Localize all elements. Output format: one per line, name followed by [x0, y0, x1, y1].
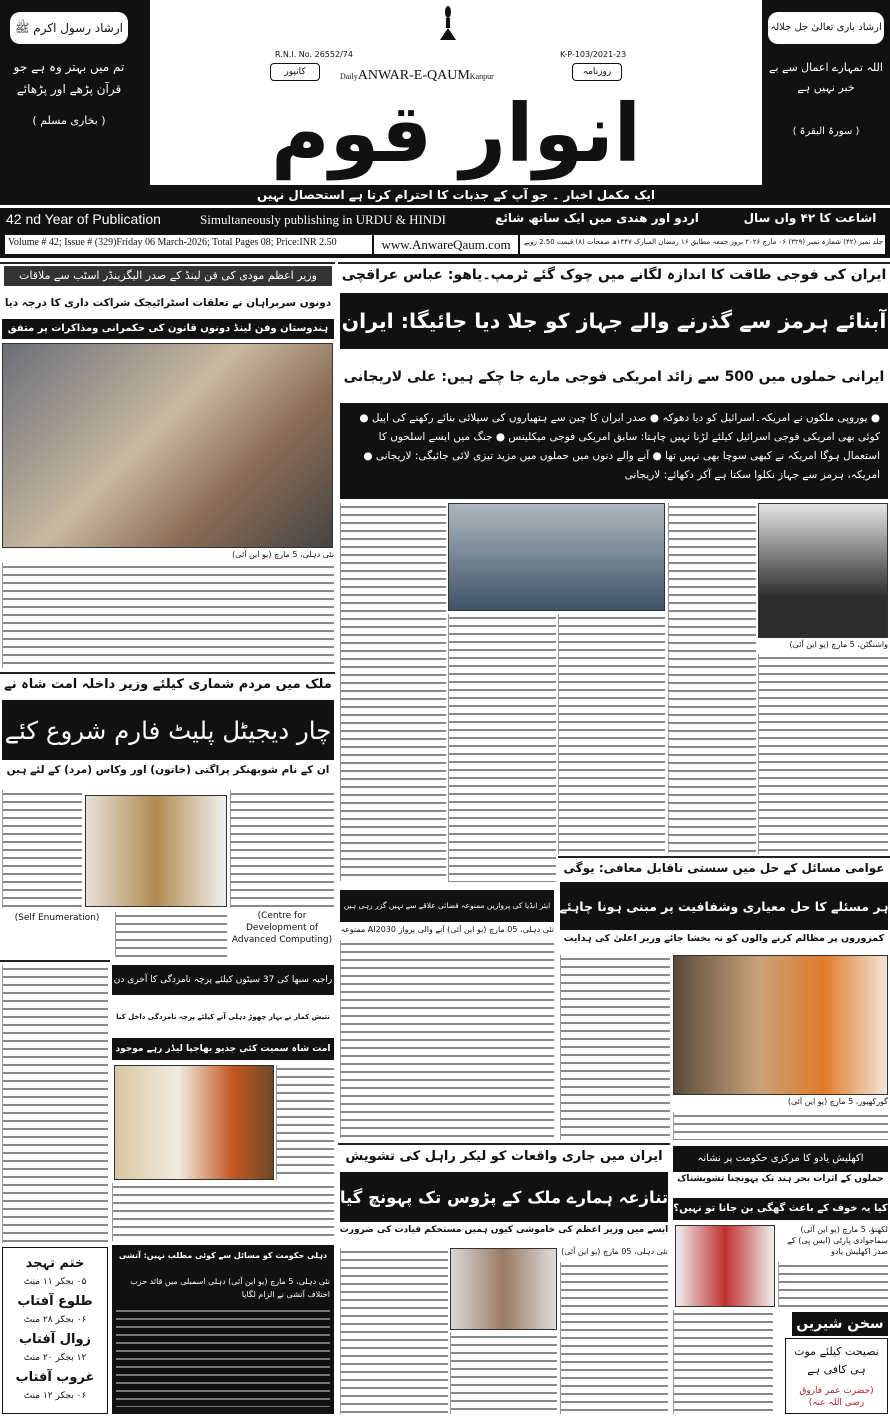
volume-info: Volume # 42; Issue # (329)Friday 06 March-2026; Total Pages 08; Price:INR 2.50 [8, 237, 337, 248]
sukhan-text: نصیحت کیلئے موت ہی کافی ہے [794, 1345, 879, 1376]
amit-shah-photo [85, 795, 227, 907]
akhilesh-body-left [673, 1310, 773, 1414]
iran-body-col5 [340, 503, 446, 881]
airindia-body [340, 940, 554, 1138]
prayer-time: ۰۶ بجکر ۲۸ منٹ [23, 1315, 87, 1325]
quote-title: ارشاد باری تعالیٰ جل جلالہ [768, 12, 884, 44]
iran-kicker: ایران کی فوجی طاقت کا اندازہ لگانے میں چوک گئے ٹرمپ۔یاھو: عباس عراقچی [341, 267, 887, 283]
delhi-lead: نئی دہلی، 5 مارچ (یو این آئی) دہلی اسمبلی میں قائد حزب اختلاف آتشی نے الزام لگایا [130, 1277, 330, 1299]
simultaneous-ur: اردو اور ھندی میں ایک ساتھ شائع [495, 211, 699, 225]
website-link[interactable]: www.AnwareQaum.com [372, 235, 520, 254]
census-subhead: ان کے نام شوبھنکر پراگتی (خاتون) اور وکاس (مرد) کے لئے ہیں [6, 764, 330, 776]
iran-headline-2: ایرانی حملوں میں 500 سے زائد امریکی فوجی مارے جا چکے ہیں: علی لاریجانی [343, 369, 885, 385]
delhi-headline: دہلی حکومت کو مسائل سے کوئی مطلب نہیں: آتشی [118, 1251, 328, 1260]
self-enumeration-label: (Self Enumeration) [14, 913, 100, 923]
modi-lead: نئی دہلی، 5 مارچ (یو این آئی) [232, 550, 334, 559]
delhi-body [116, 1307, 330, 1407]
hormuz-boats-photo [448, 503, 665, 611]
prayer-times-box [2, 1247, 108, 1414]
year-en: 42 nd Year of Publication [6, 211, 161, 227]
rahul-kicker: ایران میں جاری واقعات کو لیکر راہل کی تشویش [345, 1149, 663, 1164]
year-ur: اشاعت کا ۴۲ واں سال [743, 211, 877, 225]
volume-bar [4, 234, 886, 255]
nitish-body-right [276, 1065, 334, 1180]
rajya-kicker: راجیہ سبھا کی 37 سیٹوں کیلئے پرچہ نامزدگی کا آخری دن [112, 965, 334, 995]
census-body-right [230, 790, 334, 908]
quote-text: اللہ تمہارے اعمال سے بے خبر نہیں ہے [769, 61, 883, 94]
yogi-body-left [560, 955, 670, 1140]
modi-subhead: ہندوستان وفن لینڈ دونوں قانون کی حکمرانی ومذاکرات پر متفق [2, 319, 334, 339]
nitish-photo [114, 1065, 274, 1180]
simultaneous-en: Simultaneously publishing in URDU & HINDI [200, 212, 446, 227]
tagline: ایک مکمل اخبار ۔ جو آپ کے جذبات کا احترام کرتا ہے استحصال نہیں [257, 188, 655, 202]
iran-headline: آبنائے ہرمز سے گذرنے والے جہاز کو جلا دیا جائیگا: ایران [340, 293, 888, 349]
rahul-subhead: ایسے میں وزیر اعظم کی خاموشی کیوں ہمیں مستحکم قیادت کی ضرورت [339, 1225, 669, 1235]
prayer-label: طلوع آفتاب [17, 1294, 93, 1309]
rni-number: R.N.I. No. 26552/74 [275, 50, 353, 59]
modi-body [2, 563, 334, 668]
iran-body-col1 [758, 654, 888, 854]
prayer-label: ختم تہجد [25, 1256, 85, 1271]
rahul-body-right [560, 1262, 668, 1414]
narrow-column-body [2, 965, 108, 1243]
sukhan-source: (حضرت عمر فاروق رضی اللہ عنہ) [799, 1386, 874, 1408]
logo-emblem-icon [436, 6, 460, 42]
akhilesh-headline: حملوں کے اثرات بحر ہند تک پہونچنا تشویشناک [677, 1174, 884, 1184]
yogi-headline: ہر مسئلے کا حل معیاری وشفافیت پر مبنی ہونا چاہئے [560, 882, 888, 930]
iran-body-col2 [668, 503, 756, 853]
city-badge: کانپور [270, 63, 320, 81]
quote-text: تم میں بہتر وہ ہے جو قرآن پڑھے اور پڑھائے [13, 60, 125, 96]
yogi-subhead: کمزوروں پر مظالم کرنے والوں کو نہ بخشا جائے وزیر اعلیٰ کی ہدایت [563, 933, 885, 944]
name-en: ANWAR-E-QAUM [357, 68, 470, 83]
prayer-time: ۱۲ بجکر ۲۰ منٹ [23, 1353, 87, 1363]
akhilesh-subhead: کیا یہ خوف کے باعث گھگی بن جانا تو نہیں؟ [673, 1198, 888, 1220]
rahul-headline: تنازعہ ہمارے ملک کے پڑوس تک پہونچ گیا [340, 1172, 668, 1222]
masthead-english-title [340, 66, 494, 84]
kp-number: K-P-103/2021-23 [560, 50, 627, 59]
masthead-urdu-title: انوار قوم [270, 87, 642, 180]
iran-lead: واشنگٹن، 5 مارچ (یو این آئی) [789, 640, 888, 649]
iran-bullets: ● یوروپی ملکوں نے امریکہ۔اسرائیل کو دیا دھوکہ ● صدر ایران کا چین سے ہتھیاروں کی سپلائی بنائے رکھنے کی اپیل ● کوئی بھی امریکی فوجی اسرائیل کیلئے لڑنا نہیں چاہتا: سابق امریکی فوجی میکلینس ● جنگ میں ایسے اسلحوں کا استعمال ہوگا امریکہ نے کبھی سوچا بھی نہیں تھا ● آنے والے دنوں میں حملوں میں مزید تیزی لائی جائیگی: لاریجانی ● امریکہ، ہرمز سے جہاز نکلوا سکتا ہے آکر دکھائے: لاریجانی [340, 403, 888, 499]
quote-source: ( سورۃ البقرۃ ) [792, 126, 860, 137]
akhilesh-kicker: اکھلیش یادو کا مرکزی حکومت پر نشانہ [673, 1146, 888, 1172]
modi-kicker: وزیر اعظم مودی کی فن لینڈ کے صدر الیگزینڈر اسٹب سے ملاقات [4, 266, 332, 286]
iran-body-col3 [558, 614, 665, 854]
rahul-lead: نئی دہلی، 05 مارچ (یو این آئی) [561, 1247, 668, 1256]
araghchi-photo [758, 503, 888, 638]
yogi-lead: گورکھپور، 5 مارچ (یو این آئی) [787, 1097, 888, 1106]
prayer-time: ۰۶ بجکر ۱۲ منٹ [23, 1391, 87, 1401]
sukhan-box [785, 1338, 888, 1414]
census-kicker: ملک میں مردم شماری کیلئے وزیر داخلہ امت شاہ نے [4, 677, 332, 692]
rahul-body-left [340, 1248, 448, 1414]
modi-headline: دونوں سربراہان نے تعلقات اسٹراٹیجک شراکت داری کا درجہ دیا [4, 297, 332, 309]
yogi-photo [673, 955, 888, 1095]
census-body-bottom [115, 912, 227, 957]
nitish-subhead: امت شاہ سمیت کئی جدیو بھاجپا لیڈر رہے موجود [112, 1038, 334, 1060]
daily-badge: روزنامہ [572, 63, 622, 81]
rahul-body-mid [450, 1333, 557, 1414]
delhi-story-box [112, 1245, 334, 1414]
sukhan-title: سخن شیریں [792, 1312, 888, 1336]
quote-box-right [762, 0, 890, 185]
modi-finland-photo [2, 343, 333, 548]
cdac-label: (Centre for Development of Advanced Computing) [231, 911, 333, 945]
prayer-time: ۰۵ بجکر ۱۱ منٹ [23, 1277, 87, 1287]
rahul-photo [450, 1248, 557, 1330]
akhilesh-lead: لکھنؤ، 5 مارچ (یو این آئی) سماجوادی پارٹی (ایس پی) کے صدر اکھلیش یادو [787, 1225, 888, 1256]
nitish-headline: نتیش کمار نے بہار چھوڑ دہلی آنے کیلئے پرچہ نامزدگی داخل کیا [116, 1013, 330, 1021]
census-body-left [2, 790, 82, 908]
quote-title: ارشاد رسول اکرم ﷺ [10, 12, 128, 44]
yogi-body-bottom [673, 1112, 888, 1140]
prayer-label: زوال آفتاب [18, 1332, 92, 1347]
daily-label: Daily [340, 72, 358, 81]
census-headline: چار دیجیٹل پلیٹ فارم شروع کئے [2, 700, 334, 760]
volume-info-ur: جلد نمبر (۴۲) شمارہ نمبر (۳۲۹) ۰۶ مارچ ۲۰۲۶ بروز جمعہ مطابق ۱۶ رمضان المبارک ۱۴۴۷ھ صفحات (۸) قیمت 2.50 روپے [524, 238, 883, 246]
akhilesh-body-right [778, 1262, 888, 1307]
nitish-body-bottom [112, 1183, 334, 1241]
quote-source: ( بخاری مسلم ) [32, 114, 106, 127]
quote-box-left [0, 0, 150, 185]
kanpur-label: Kanpur [469, 72, 494, 81]
akhilesh-photo [675, 1225, 775, 1307]
prayer-label: غروب آفتاب [15, 1370, 95, 1385]
iran-body-col4 [448, 614, 556, 882]
airindia-headline: ایئر انڈیا کی پروازیں ممنوعہ فضائی علاقے سے نہیں گزر رہی ہیں [340, 890, 554, 922]
yogi-kicker: عوامی مسائل کے حل میں سستی ناقابل معافی: یوگی [563, 861, 885, 875]
airindia-lead: نئی دہلی، 05 مارچ (یو این آئی) آنے والی پرواز AI2030 ممنوعہ [340, 925, 554, 934]
